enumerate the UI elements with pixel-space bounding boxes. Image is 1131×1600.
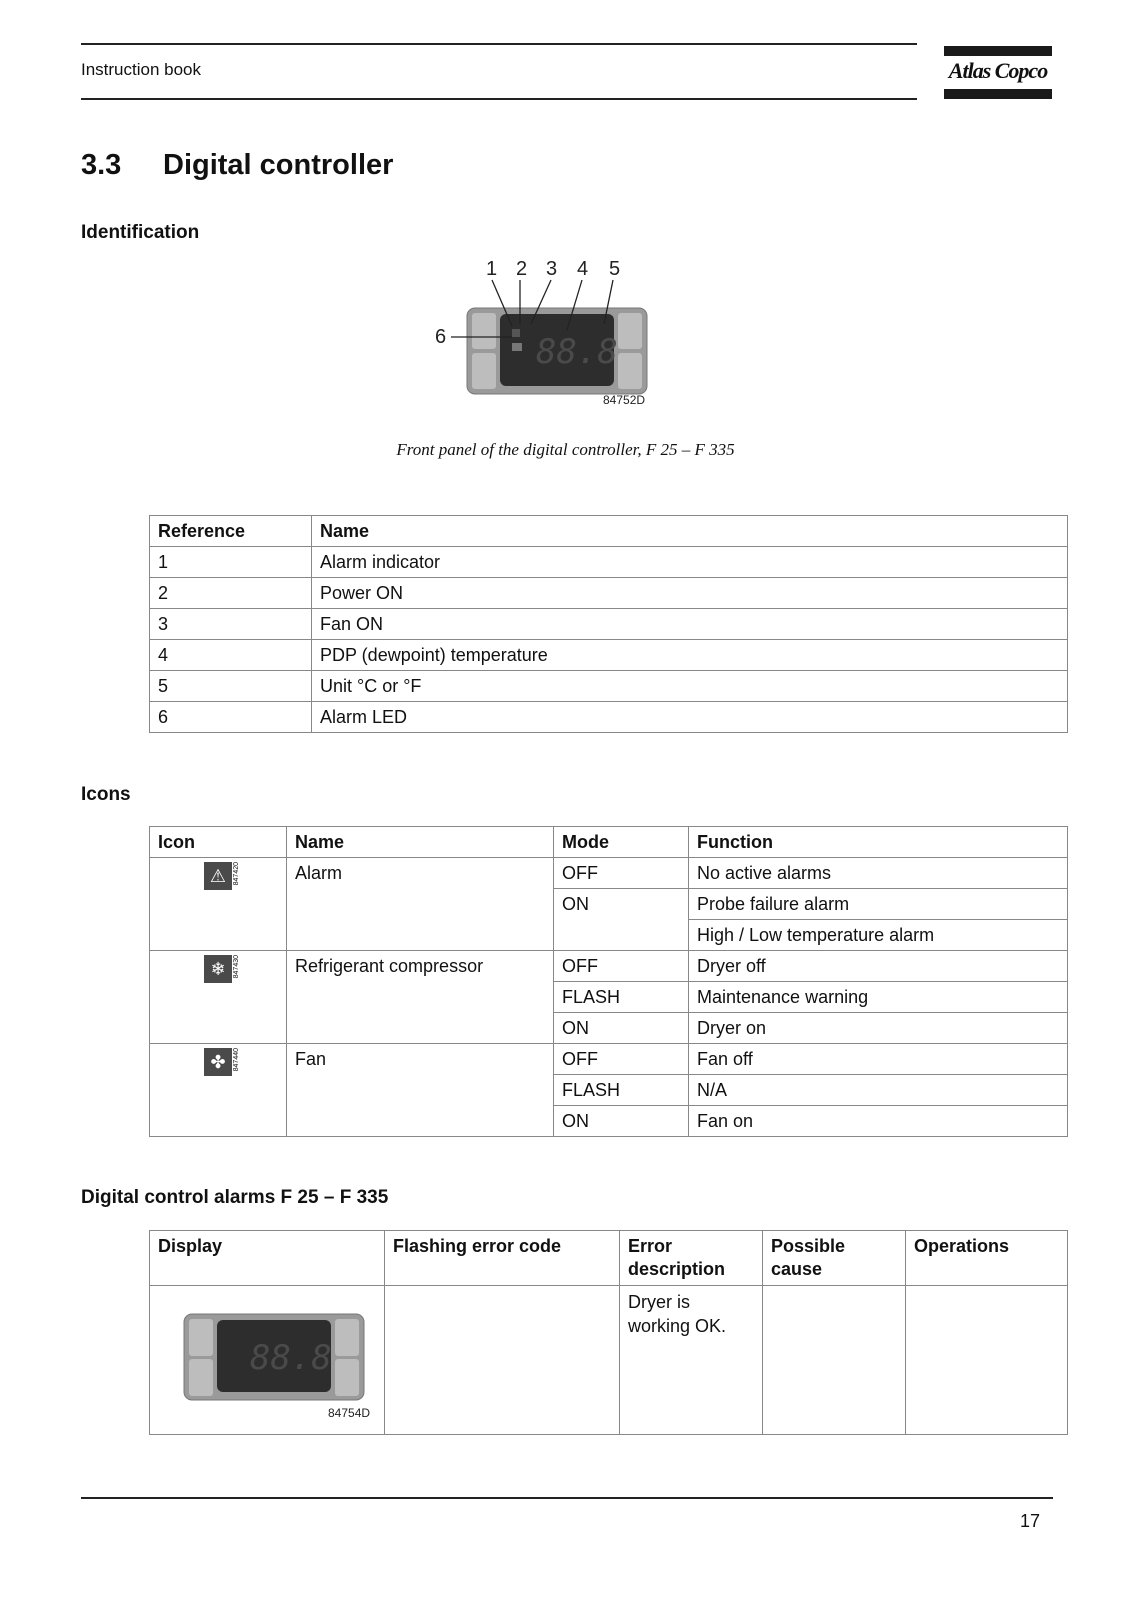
table-row (150, 1286, 1068, 1435)
col-header: Display (150, 1231, 385, 1286)
table-cell: ON (554, 1013, 689, 1044)
icon-cell (150, 951, 287, 1044)
icon-code: 847420 (233, 862, 240, 886)
figure-caption: Front panel of the digital controller, F 25 – F 335 (396, 440, 735, 459)
callout-4: 4 (577, 258, 589, 280)
table-cell: Maintenance warning (689, 982, 1068, 1013)
atlas-copco-logo (944, 46, 1052, 100)
icons-heading: Icons (81, 784, 131, 805)
table-cell: Dryer is working OK. (620, 1286, 763, 1435)
icon-cell (150, 1044, 287, 1137)
table-row (150, 1044, 1068, 1075)
table-cell: Dryer on (689, 1013, 1068, 1044)
col-header: Error description (620, 1231, 763, 1286)
section-title: Digital controller (163, 149, 394, 181)
table-cell: FLASH (554, 982, 689, 1013)
callout-6: 6 (435, 326, 447, 348)
alarms-heading: Digital control alarms F 25 – F 335 (81, 1187, 389, 1208)
header-rule-bottom (81, 98, 917, 100)
col-header: Possible cause (763, 1231, 906, 1286)
callout-3: 3 (546, 258, 558, 280)
table-cell: 4 (150, 640, 312, 671)
table-cell: 5 (150, 671, 312, 702)
col-header: Reference (150, 516, 312, 547)
table-cell: Alarm indicator (312, 547, 1068, 578)
table-row (150, 640, 1068, 671)
table-cell: Fan off (689, 1044, 1068, 1075)
table-row (150, 609, 1068, 640)
fan-icon: ✤ (204, 1048, 232, 1076)
table-cell: Fan (287, 1044, 554, 1137)
footer-rule (81, 1497, 1053, 1499)
table-header-row (150, 1231, 1068, 1286)
table-cell: OFF (554, 951, 689, 982)
table-row (150, 578, 1068, 609)
col-header: Icon (150, 827, 287, 858)
table-cell: Fan on (689, 1106, 1068, 1137)
table-cell: Power ON (312, 578, 1068, 609)
table-cell (906, 1286, 1068, 1435)
table-cell: 2 (150, 578, 312, 609)
table-cell: 1 (150, 547, 312, 578)
callout-1: 1 (486, 258, 498, 280)
section-heading (81, 149, 393, 182)
table-cell: Unit °C or °F (312, 671, 1068, 702)
table-cell (763, 1286, 906, 1435)
figure-code: 84754D (328, 1406, 371, 1420)
table-cell: OFF (554, 1044, 689, 1075)
table-cell: No active alarms (689, 858, 1068, 889)
col-header: Name (312, 516, 1068, 547)
icons-table (149, 826, 1068, 1137)
display-digits: 88.8 (536, 332, 618, 372)
reference-table (149, 515, 1068, 733)
header-rule-top (81, 43, 917, 45)
table-cell: High / Low temperature alarm (689, 920, 1068, 951)
table-row (150, 702, 1068, 733)
display-cell (150, 1286, 385, 1435)
table-row (150, 547, 1068, 578)
table-cell: N/A (689, 1075, 1068, 1106)
table-header-row (150, 827, 1068, 858)
controller-front-panel-figure (435, 258, 670, 418)
display-digits: 88.8 (250, 1338, 332, 1378)
alarms-table (149, 1230, 1068, 1435)
table-cell (554, 920, 689, 951)
table-cell (385, 1286, 620, 1435)
table-cell: ON (554, 889, 689, 920)
icon-cell (150, 858, 287, 951)
icon-code: 847440 (233, 1048, 240, 1072)
icon-code: 847430 (233, 955, 240, 979)
table-cell: PDP (dewpoint) temperature (312, 640, 1068, 671)
col-header: Operations (906, 1231, 1068, 1286)
header-title: Instruction book (81, 60, 202, 79)
table-cell: Alarm (287, 858, 554, 951)
table-cell: Alarm LED (312, 702, 1068, 733)
table-cell: Fan ON (312, 609, 1068, 640)
table-cell: Refrigerant compressor (287, 951, 554, 1044)
table-cell: 6 (150, 702, 312, 733)
table-row (150, 951, 1068, 982)
controller-display-figure (158, 1290, 371, 1420)
callout-2: 2 (516, 258, 528, 280)
col-header: Name (287, 827, 554, 858)
col-header: Mode (554, 827, 689, 858)
table-row (150, 858, 1068, 889)
table-header-row (150, 516, 1068, 547)
page-number: 17 (1020, 1511, 1041, 1531)
table-cell: 3 (150, 609, 312, 640)
table-row (150, 671, 1068, 702)
identification-heading: Identification (81, 222, 200, 243)
figure-code: 84752D (603, 393, 646, 407)
alarm-triangle-icon: ⚠ (204, 862, 232, 890)
callout-5: 5 (609, 258, 621, 280)
table-cell: Probe failure alarm (689, 889, 1068, 920)
col-header: Function (689, 827, 1068, 858)
col-header: Flashing error code (385, 1231, 620, 1286)
table-cell: OFF (554, 858, 689, 889)
section-number: 3.3 (81, 149, 122, 181)
logo-text: Atlas Copco (948, 58, 1048, 83)
table-cell: FLASH (554, 1075, 689, 1106)
table-cell: ON (554, 1106, 689, 1137)
snowflake-icon: ❄ (204, 955, 232, 983)
table-cell: Dryer off (689, 951, 1068, 982)
